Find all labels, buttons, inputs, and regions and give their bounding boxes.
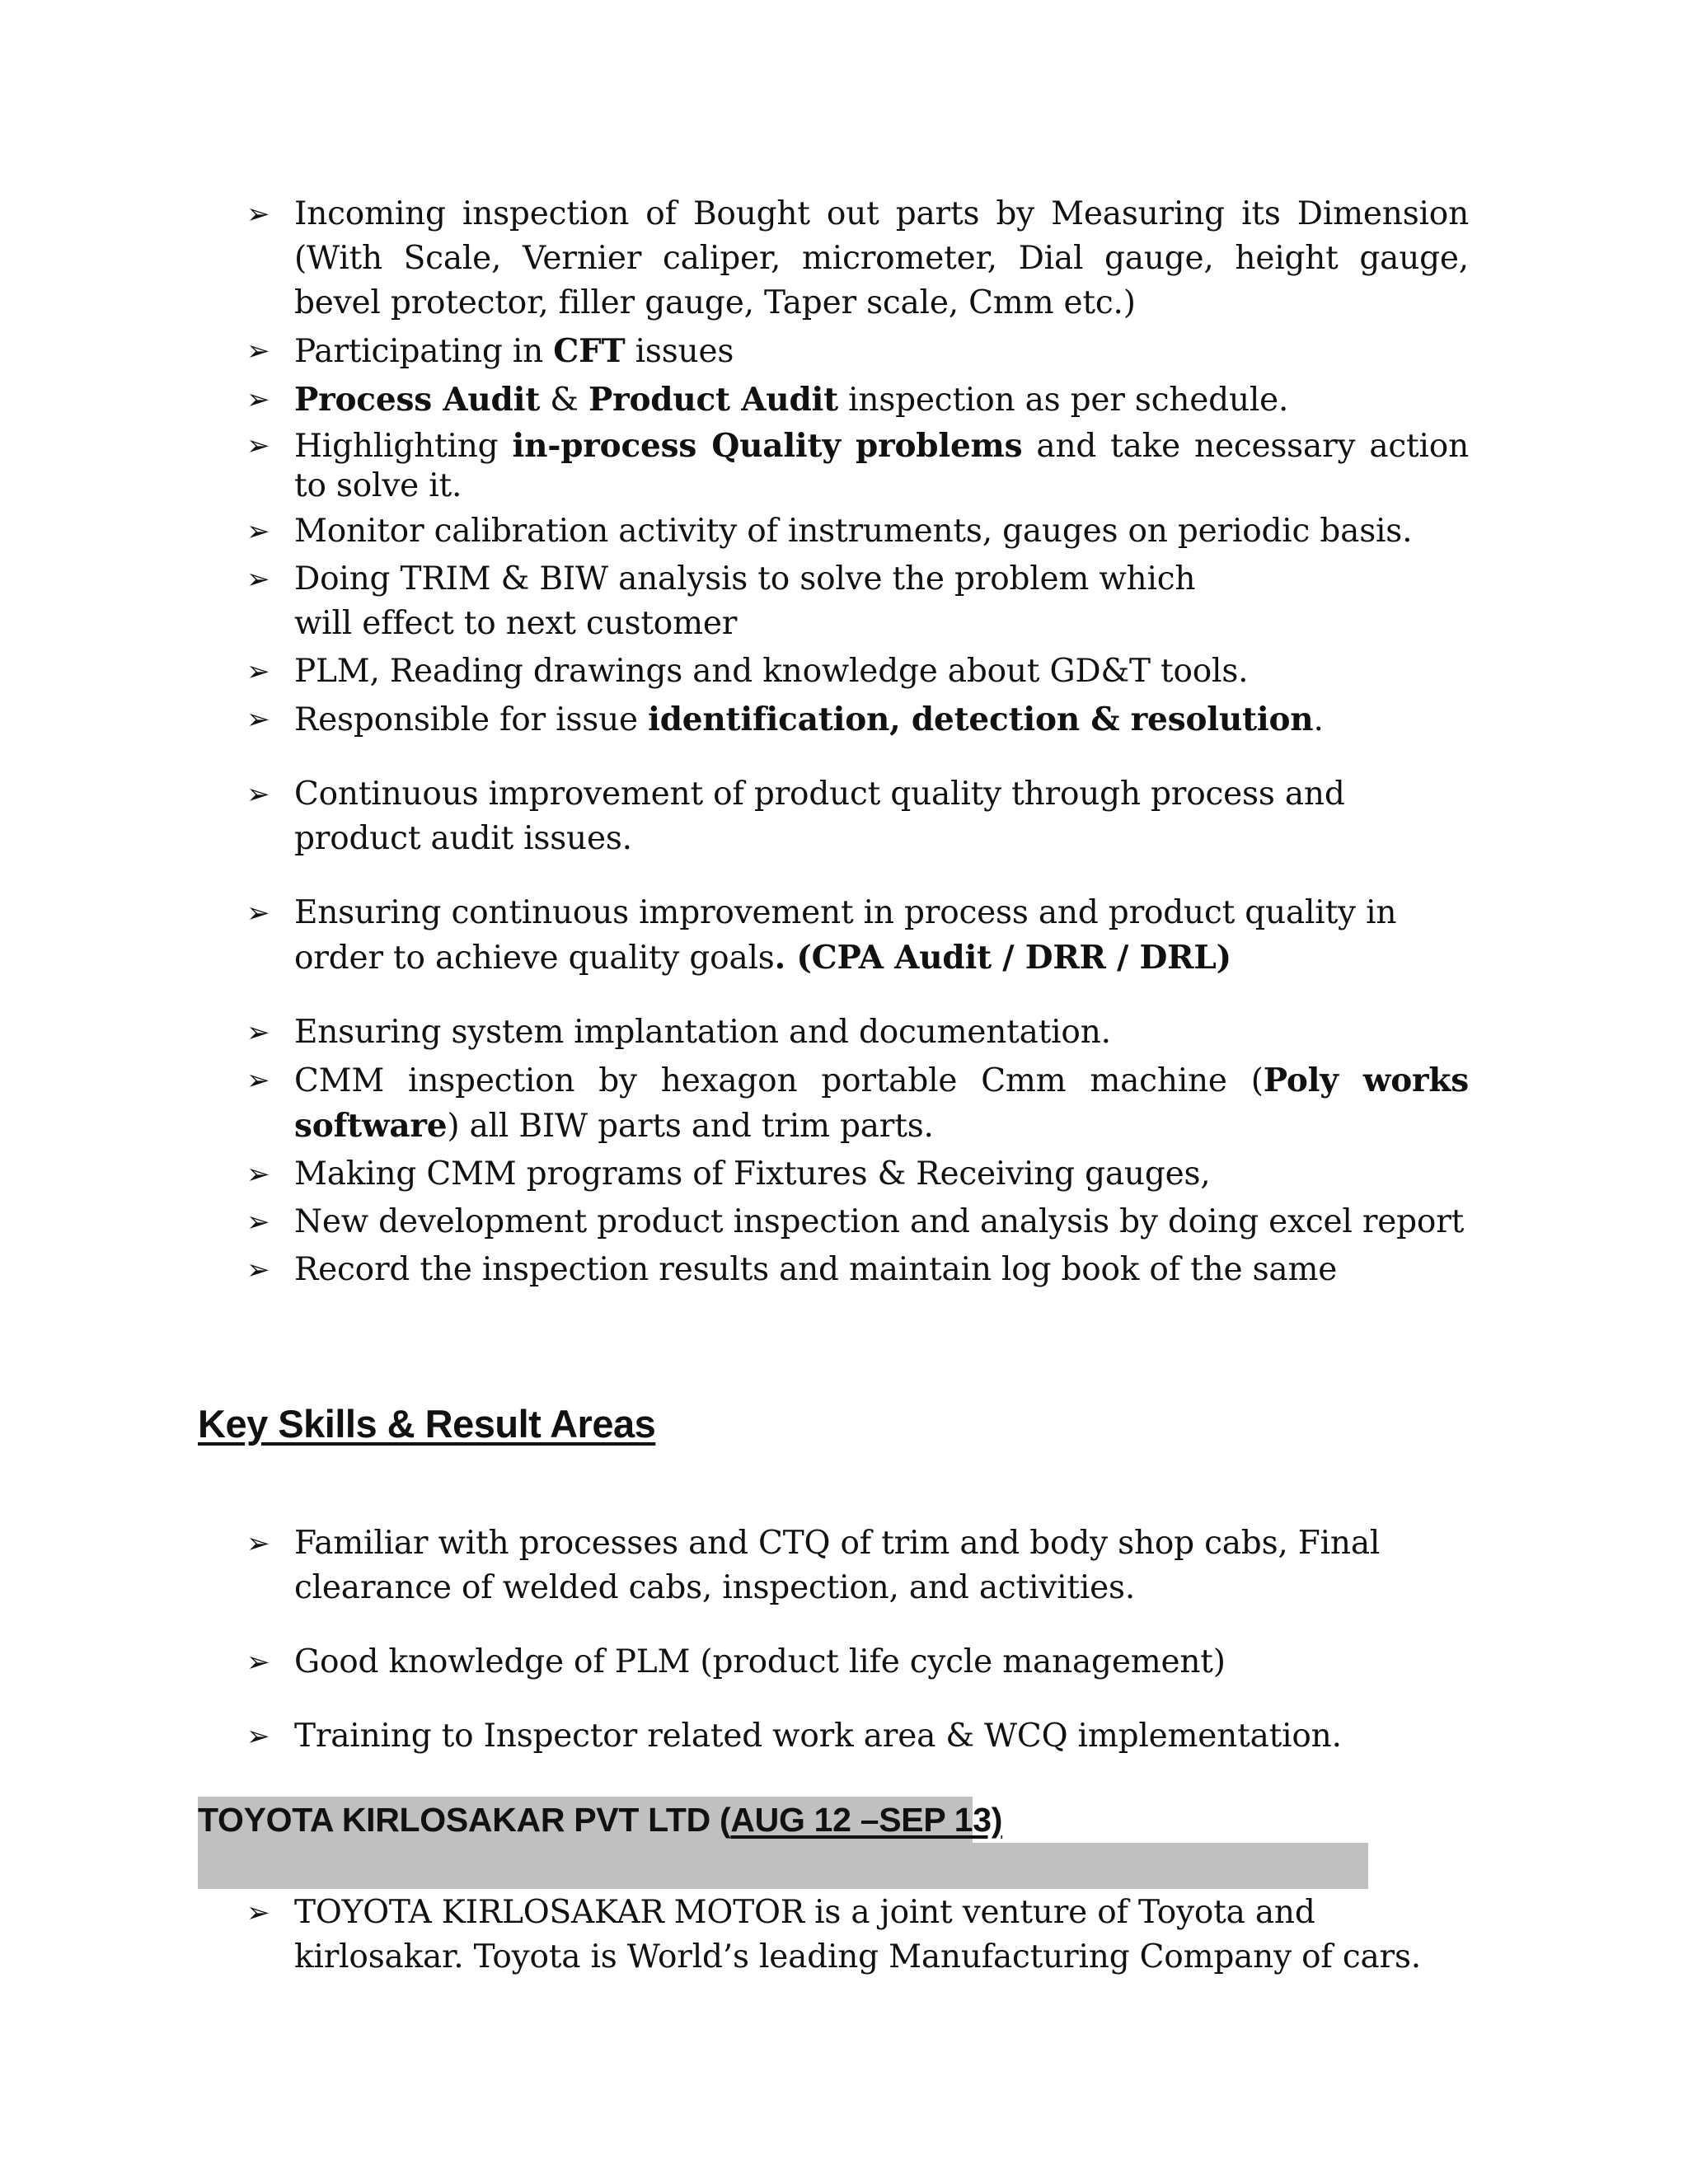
arrow-bullet-icon: ➢	[246, 778, 270, 811]
item-text: Incoming inspection of Bought out parts by Measuring its Dimension (With Scale, Vernier caliper, micrometer, Dial gauge, height gauge, bevel protector, filler gauge, Taper scale, Cmm etc.)	[294, 195, 1469, 321]
arrow-bullet-icon: ➢	[246, 429, 270, 462]
list-item	[246, 1152, 1469, 1197]
arrow-bullet-icon: ➢	[246, 1646, 270, 1679]
item-text: Monitor calibration activity of instruments, gauges on periodic basis.	[294, 513, 1413, 550]
list-item	[246, 649, 1469, 694]
item-text: .	[1313, 701, 1324, 738]
list-item	[246, 192, 1469, 326]
arrow-bullet-icon: ➢	[246, 703, 270, 736]
item-bold-text: identification, detection & resolution	[648, 701, 1314, 738]
company-title	[198, 1801, 1002, 1840]
list-item	[246, 1891, 1469, 1980]
company-list	[0, 1891, 1688, 1980]
list-item	[246, 1640, 1469, 1685]
company-dates: AUG 12 –SEP 13)	[730, 1801, 1003, 1839]
item-text: CMM inspection by hexagon portable Cmm machine (	[294, 1062, 1264, 1099]
list-item	[246, 891, 1469, 981]
arrow-bullet-icon: ➢	[246, 1206, 270, 1239]
item-text: Highlighting	[294, 428, 513, 465]
key-skills-list	[0, 1521, 1688, 1759]
band-notch	[973, 1797, 1368, 1843]
item-text: PLM, Reading drawings and knowledge about GD&T tools.	[294, 653, 1249, 690]
item-text: TOYOTA KIRLOSAKAR MOTOR is a joint venture of Toyota and	[294, 1894, 1315, 1931]
item-bold-text: CFT	[553, 332, 626, 370]
list-item	[246, 509, 1469, 554]
item-text: and take necessary action to solve it.	[294, 428, 1469, 504]
item-text: ) all BIW parts and trim parts.	[447, 1108, 934, 1145]
item-text: Record the inspection results and maintain log book of the same	[294, 1251, 1338, 1288]
arrow-bullet-icon: ➢	[246, 1016, 270, 1049]
list-item	[246, 557, 1469, 646]
item-text: Training to Inspector related work area & WCQ implementation.	[294, 1718, 1342, 1755]
item-text: Participating in	[294, 333, 554, 370]
item-text: &	[540, 382, 588, 419]
arrow-bullet-icon: ➢	[246, 1720, 270, 1753]
item-text: will effect to next customer	[294, 605, 738, 642]
item-text: Ensuring continuous improvement in process and product quality in	[294, 894, 1397, 931]
item-bold-text: Product Audit	[588, 381, 838, 419]
arrow-bullet-icon: ➢	[246, 1064, 270, 1097]
arrow-bullet-icon: ➢	[246, 563, 270, 596]
arrow-bullet-icon: ➢	[246, 1254, 270, 1286]
list-item	[246, 1200, 1469, 1244]
item-text: Making CMM programs of Fixtures & Receiving gauges,	[294, 1155, 1211, 1193]
list-item	[246, 1521, 1469, 1610]
item-bold-text: Process Audit	[294, 381, 541, 419]
list-item	[246, 426, 1469, 506]
item-text: Ensuring system implantation and documentation.	[294, 1014, 1111, 1051]
item-text: order to achieve quality goals	[294, 940, 775, 977]
item-text: Continuous improvement of product quality through process and	[294, 776, 1345, 813]
item-text: clearance of welded cabs, inspection, and activities.	[294, 1569, 1136, 1606]
arrow-bullet-icon: ➢	[246, 335, 270, 368]
arrow-bullet-icon: ➢	[246, 1896, 270, 1929]
arrow-bullet-icon: ➢	[246, 655, 270, 688]
list-item	[246, 377, 1469, 423]
arrow-bullet-icon: ➢	[246, 515, 270, 548]
arrow-bullet-icon: ➢	[246, 198, 270, 231]
item-text: Responsible for issue	[294, 701, 649, 738]
item-bold-text: Poly works software	[294, 1062, 1469, 1145]
list-item	[246, 1058, 1469, 1149]
item-text: issues	[625, 333, 734, 370]
arrow-bullet-icon: ➢	[246, 897, 270, 930]
item-text: Doing TRIM & BIW analysis to solve the problem which	[294, 560, 1196, 598]
duties-list	[0, 192, 1688, 1292]
arrow-bullet-icon: ➢	[246, 1527, 270, 1560]
section-heading-key-skills: Key Skills & Result Areas	[198, 1402, 656, 1446]
item-text: kirlosakar. Toyota is World’s leading Manufacturing Company of cars.	[294, 1938, 1421, 1975]
list-item	[246, 1714, 1469, 1759]
item-bold-text: in-process Quality problems	[512, 427, 1023, 465]
item-bold-text: . (CPA Audit / DRR / DRL)	[774, 939, 1231, 977]
company-name: TOYOTA KIRLOSAKAR PVT LTD (	[198, 1801, 731, 1839]
item-text: inspection as per schedule.	[837, 382, 1289, 419]
list-item	[246, 329, 1469, 374]
list-item	[246, 1248, 1469, 1292]
arrow-bullet-icon: ➢	[246, 383, 270, 416]
item-text: Good knowledge of PLM (product life cycle management)	[294, 1643, 1226, 1680]
item-text: product audit issues.	[294, 820, 632, 857]
list-item	[246, 1010, 1469, 1055]
arrow-bullet-icon: ➢	[246, 1158, 270, 1191]
item-text: Familiar with processes and CTQ of trim and body shop cabs, Final	[294, 1525, 1381, 1562]
list-item	[246, 772, 1469, 861]
item-text: New development product inspection and analysis by doing excel report	[294, 1203, 1465, 1240]
list-item	[246, 697, 1469, 743]
